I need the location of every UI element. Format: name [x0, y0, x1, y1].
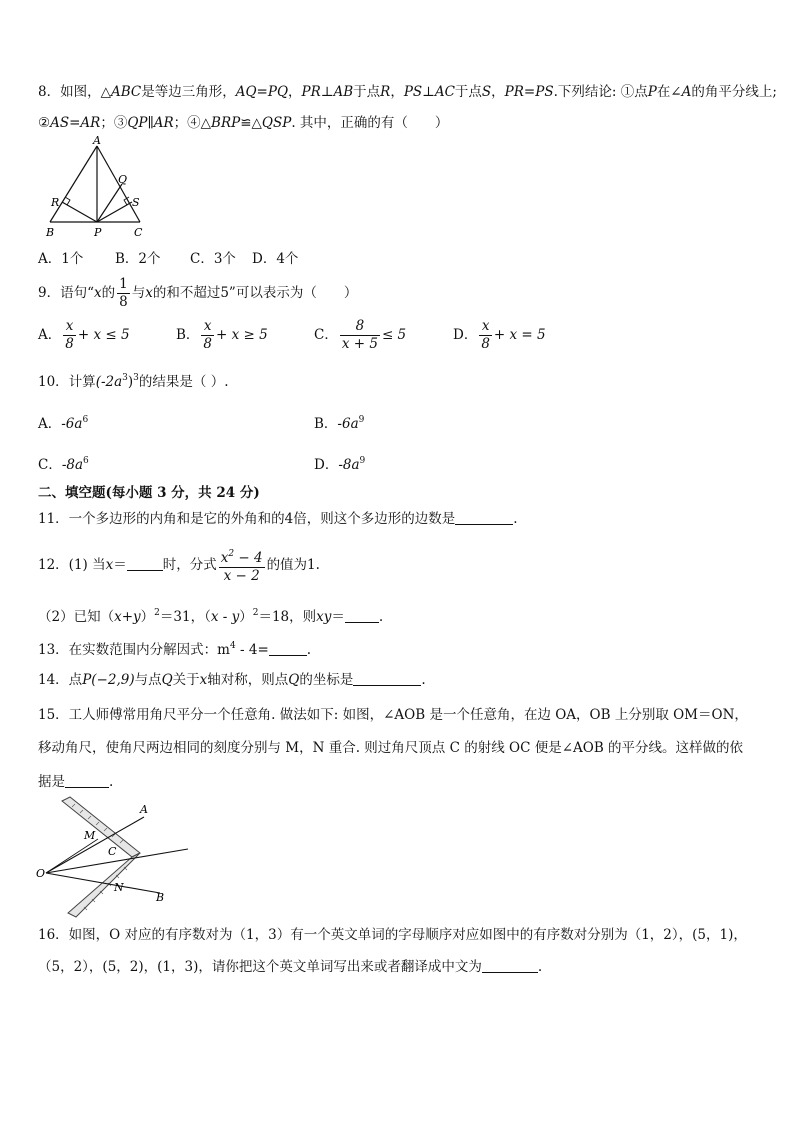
q13-answer-blank[interactable]: [269, 642, 307, 656]
q12-answer-blank-2[interactable]: [345, 609, 379, 623]
fig15-label-b: B: [156, 891, 165, 904]
q8-triangle-figure: [40, 136, 150, 240]
section-heading-fill-in: 二、填空题(每小题 3 分，共 24 分): [38, 485, 260, 501]
fig8-label-r: R: [51, 196, 60, 209]
q14-answer-blank[interactable]: [353, 672, 421, 686]
q14: 14．点P(−2,9)与点Q关于x轴对称，则点Q的坐标是 .: [38, 672, 426, 688]
fig15-label-n: N: [114, 881, 124, 894]
q12-part2: （2）已知$(x+y)^2=31$，（x - y）$^2$＝18，则xy＝ .: [38, 608, 384, 625]
fig8-label-q: Q: [118, 173, 128, 186]
q8-line1: 8．如图，△ABC是等边三角形，AQ=PQ，PR⊥AB于点R，PS⊥AC于点S，PR=PS.下列结论: ①点P在∠A的角平分线上;: [38, 84, 777, 100]
q8-line2: ②AS=AR；③QP∥AR；④△BRP≌△QSP. 其中，正确的有（ ）: [38, 115, 449, 131]
q8-option-d[interactable]: D．4个: [252, 251, 299, 267]
fig8-label-a: A: [93, 134, 101, 147]
q9-stem: 9．语句“x的 $\frac{1}{8}$ 与x的和不超过5”可以表示为（ ）: [38, 276, 358, 310]
q15-angle-ruler-figure: [32, 795, 192, 920]
q16-answer-blank[interactable]: [482, 959, 538, 973]
q15-line3: 据是 .: [38, 774, 114, 790]
q8-option-b[interactable]: B．2个: [115, 251, 161, 267]
fig15-label-c: C: [108, 845, 117, 858]
q9-option-b[interactable]: B． $\frac{x}{8}$ + x ≥ 5: [176, 318, 268, 352]
q10-stem: 10．计算$(-2a^3)^3$的结果是（ ）.: [38, 373, 229, 390]
q12-part1: 12．(1) 当x＝ 时，分式 $\frac{x^2 - 4}{x - 2}$ 的值为1.: [38, 546, 320, 585]
fig8-label-p: P: [94, 226, 102, 239]
q11: 11．一个多边形的内角和是它的外角和的4倍，则这个多边形的边数是 .: [38, 511, 518, 527]
q15-answer-blank[interactable]: [65, 774, 109, 788]
q9-option-a[interactable]: A． $\frac{x}{8}$ + x ≤ 5: [38, 318, 130, 352]
q9-option-d[interactable]: D． $\frac{x}{8}$ + x = 5: [453, 318, 546, 352]
q8-option-a[interactable]: A．1个: [38, 251, 84, 267]
q11-answer-blank[interactable]: [455, 511, 513, 525]
q10-option-d[interactable]: D．$-8a^9$: [314, 456, 366, 473]
q10-option-c[interactable]: C．$-8a^6$: [38, 456, 89, 473]
q9-option-c[interactable]: C． $\frac{8}{x + 5}$ ≤ 5: [314, 318, 407, 352]
q8-option-c[interactable]: C．3个: [190, 251, 236, 267]
fig15-label-o: O: [36, 867, 46, 880]
q10-option-a[interactable]: A．$-6a^6$: [38, 415, 89, 432]
fig15-label-a: A: [140, 803, 148, 816]
fig15-label-m: M: [84, 829, 96, 842]
q12-answer-blank-1[interactable]: [127, 557, 163, 571]
q15-line2: 移动角尺，使角尺两边相同的刻度分别与 M，N 重合. 则过角尺顶点 C 的射线 OC 便是∠AOB 的平分线。这样做的依: [38, 740, 744, 756]
q13: 13．在实数范围内分解因式：$m^4 - 4=$ .: [38, 641, 312, 658]
q16-line2: （5，2），(5，2)，(1，3)，请你把这个英文单词写出来或者翻译成中文为 .: [38, 959, 543, 975]
q15-line1: 15．工人师傅常用角尺平分一个任意角. 做法如下: 如图，∠AOB 是一个任意角，在边 OA，OB 上分别取 OM＝ON，: [38, 707, 748, 723]
q16-line1: 16．如图，O 对应的有序数对为（1，3）有一个英文单词的字母顺序对应如图中的有序数对分别为（1，2），(5，1)，: [38, 927, 747, 943]
q10-option-b[interactable]: B．$-6a^9$: [314, 415, 365, 432]
fig8-label-s: S: [132, 196, 140, 209]
fig8-label-c: C: [134, 226, 143, 239]
fig8-label-b: B: [46, 226, 55, 239]
